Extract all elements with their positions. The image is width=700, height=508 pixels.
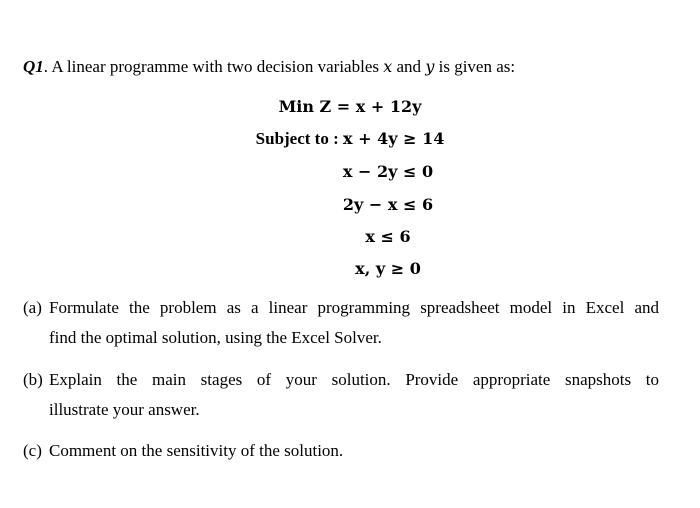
constraint-row-1 bbox=[0, 128, 700, 150]
question-intro bbox=[23, 56, 515, 78]
constraint-2: x − 2y ≤ 0 bbox=[342, 162, 434, 181]
part-c-label: (c) bbox=[23, 441, 42, 460]
intro-text-3: is given as: bbox=[434, 57, 516, 76]
objective-function bbox=[0, 96, 700, 118]
constraint-1: x + 4y ≥ 14 bbox=[343, 129, 445, 148]
constraint-3: 2y − x ≤ 6 bbox=[342, 195, 434, 214]
part-a-line-1: Formulate the problem as a linear programming spreadsheet model in Excel and bbox=[49, 298, 659, 317]
subject-to-label: Subject to : bbox=[255, 129, 339, 148]
objective-expression: Min Z = x + 12y bbox=[278, 97, 422, 116]
intro-text-1: . A linear programme with two decision variables bbox=[43, 57, 384, 76]
part-a bbox=[23, 297, 659, 349]
variable-x: x bbox=[383, 57, 393, 76]
constraint-4: x ≤ 6 bbox=[365, 227, 411, 246]
constraint-row-4 bbox=[0, 226, 700, 248]
intro-text-2: and bbox=[392, 57, 426, 76]
part-b-line-2: illustrate your answer. bbox=[49, 400, 200, 419]
part-b-line-1: Explain the main stages of your solution. Provide appropriate snapshots to bbox=[49, 370, 659, 389]
part-b bbox=[23, 369, 659, 421]
part-a-line-2: find the optimal solution, using the Excel Solver. bbox=[49, 328, 382, 347]
part-b-label: (b) bbox=[23, 370, 43, 389]
constraint-row-3 bbox=[0, 194, 700, 216]
part-c-line-1: Comment on the sensitivity of the solution. bbox=[49, 441, 344, 460]
variable-y: y bbox=[425, 57, 435, 76]
constraint-row-2 bbox=[0, 161, 700, 183]
constraint-row-5 bbox=[0, 258, 700, 280]
part-a-label: (a) bbox=[23, 298, 42, 317]
constraint-5: x, y ≥ 0 bbox=[355, 259, 421, 278]
part-c bbox=[23, 440, 659, 462]
question-label: Q1 bbox=[23, 57, 44, 76]
